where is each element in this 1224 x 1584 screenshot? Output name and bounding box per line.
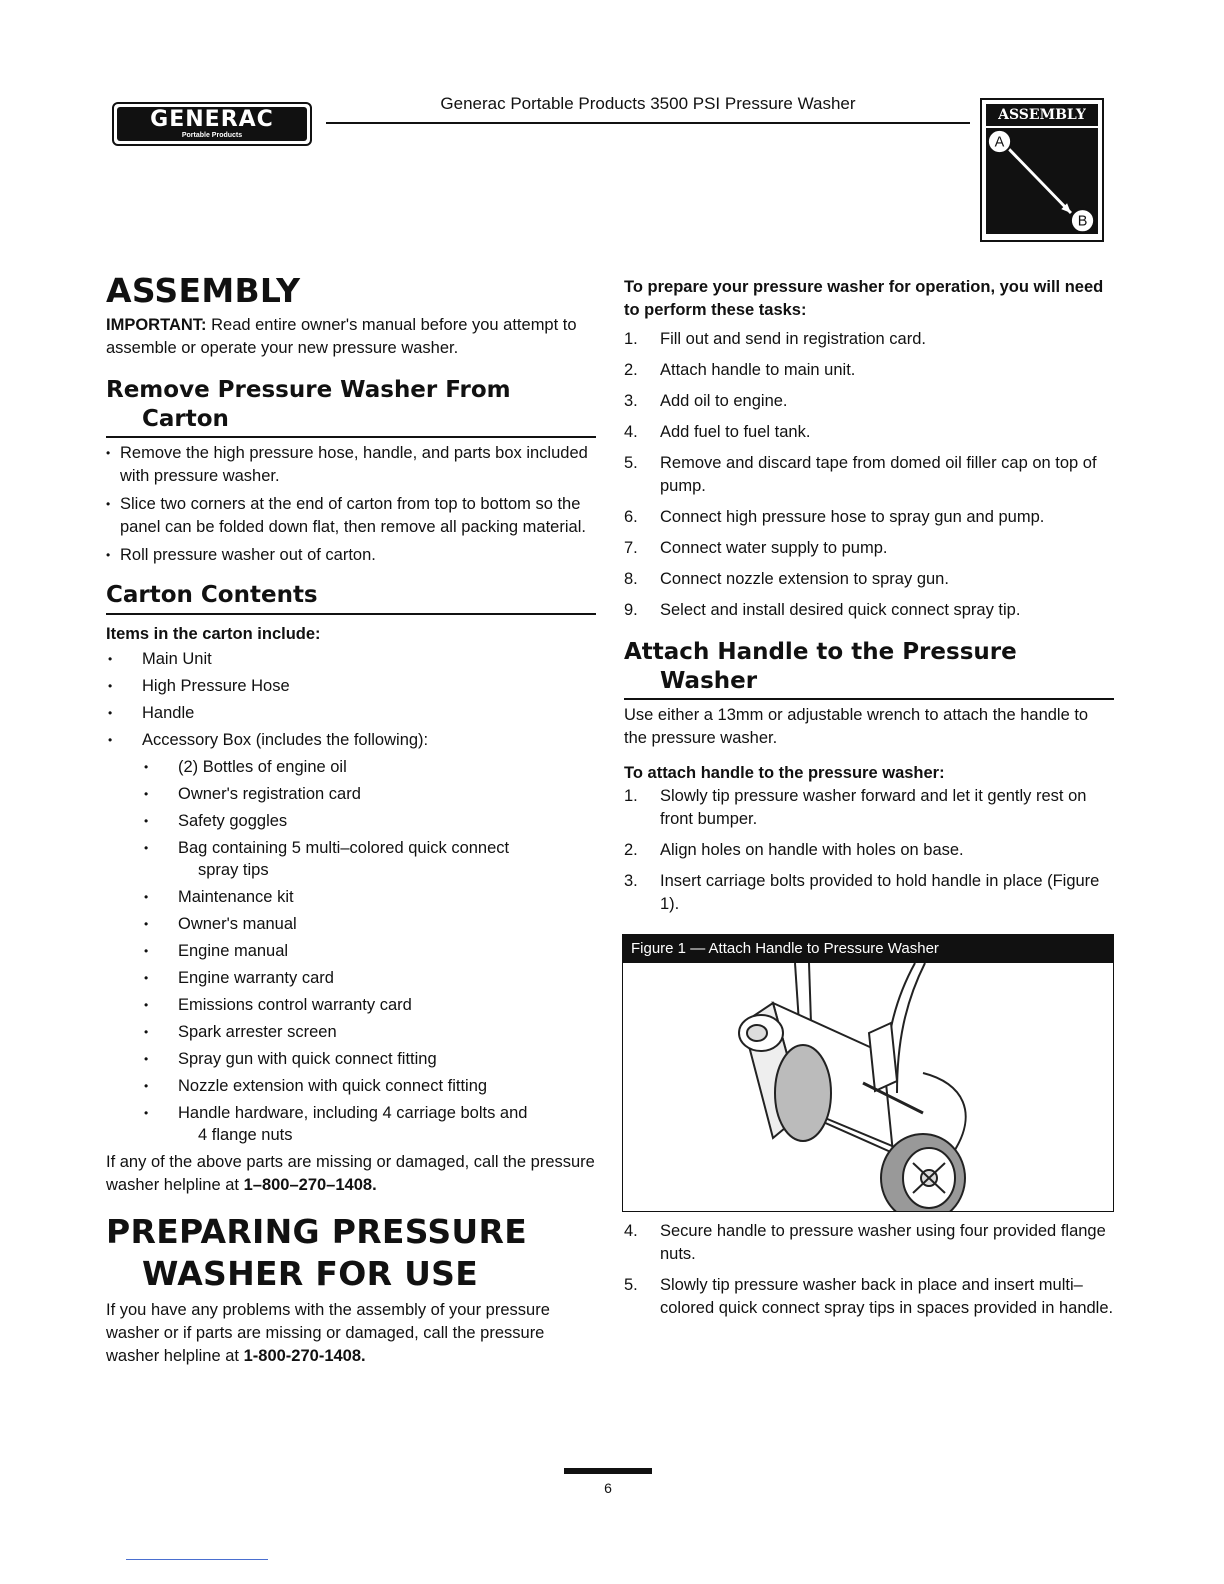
contents-item: • Main Unit (106, 648, 596, 670)
preparing-section (106, 1211, 596, 1368)
accessory-item (106, 886, 596, 908)
contents-lead: Items in the carton include: (106, 625, 321, 643)
attach-steps (624, 785, 1114, 916)
section-b-label: B (1077, 213, 1088, 230)
accessory-item-label: Emissions control warranty card (178, 996, 412, 1014)
right-column (624, 276, 1114, 924)
accessory-item-label: Handle hardware, including 4 carriage bolts and (178, 1104, 528, 1122)
prepare-lead: To prepare your pressure washer for operation, you will need to perform these tasks: (624, 278, 1104, 319)
step-item (624, 328, 1114, 351)
step-number: 2. (624, 841, 638, 859)
step-text: Insert carriage bolts provided to hold handle in place (Figure 1). (660, 872, 1100, 913)
accessory-item-label: Engine warranty card (178, 969, 334, 987)
accessory-item-label: (2) Bottles of engine oil (178, 758, 347, 776)
attach-section (624, 638, 1114, 916)
prepare-steps (624, 328, 1114, 622)
preparing-heading-line2: WASHER FOR USE (142, 1254, 479, 1293)
step-item (624, 599, 1114, 622)
step-text: Connect high pressure hose to spray gun and pump. (660, 508, 1045, 526)
step-item (624, 1274, 1114, 1320)
remove-heading-line1: Remove Pressure Washer From (106, 377, 511, 403)
contents-item: • High Pressure Hose (106, 675, 596, 697)
accessory-item (106, 967, 596, 989)
step-item (624, 839, 1114, 862)
step-number: 3. (624, 872, 638, 890)
step-text: Remove and discard tape from domed oil filler cap on top of pump. (660, 454, 1097, 495)
accessory-item-continuation: spray tips (198, 861, 269, 879)
step-text: Add oil to engine. (660, 392, 788, 410)
step-number: 8. (624, 570, 638, 588)
accessory-item-label: Bag containing 5 multi–colored quick connect (178, 839, 510, 857)
remove-bullet-item: • Slice two corners at the end of carton from top to bottom so the panel can be folded down flat, then remove all packing material. (106, 493, 596, 539)
contents-heading: Carton Contents (106, 582, 318, 608)
accessory-item (106, 1102, 596, 1146)
accessory-item (106, 1021, 596, 1043)
remove-rule (106, 436, 596, 438)
accessory-item (106, 837, 596, 881)
step-item (624, 359, 1114, 382)
step-item (624, 390, 1114, 413)
a-to-b-arrow-icon (986, 128, 1098, 234)
step-item (624, 785, 1114, 831)
accessory-item-continuation: 4 flange nuts (198, 1126, 293, 1144)
step-text: Slowly tip pressure washer forward and let it gently rest on front bumper. (660, 787, 1087, 828)
problems-note (106, 1299, 596, 1368)
step-text: Attach handle to main unit. (660, 361, 856, 379)
accessory-item-label: Owner's manual (178, 915, 297, 933)
step-number: 5. (624, 454, 638, 472)
attach-rule (624, 698, 1114, 700)
step-text: Fill out and send in registration card. (660, 330, 926, 348)
step-item (624, 506, 1114, 529)
missing-text: If any of the above parts are missing or damaged, call the pressure washer helpline at (106, 1153, 595, 1194)
header-title: Generac Portable Products 3500 PSI Pressure Washer (440, 94, 856, 113)
contents-rule (106, 613, 596, 615)
attach-steps-after (624, 1220, 1114, 1320)
step-number: 7. (624, 539, 638, 557)
problems-text: If you have any problems with the assembly of your pressure washer or if parts are missing or damaged, call the pressure washer helpline at (106, 1301, 550, 1365)
step-text: Connect nozzle extension to spray gun. (660, 570, 949, 588)
step-number: 2. (624, 361, 638, 379)
step-item (624, 421, 1114, 444)
section-badge (980, 98, 1104, 242)
step-item (624, 537, 1114, 560)
attach-heading-line1: Attach Handle to the Pressure (624, 639, 1017, 665)
attach-lead: To attach handle to the pressure washer: (624, 764, 945, 782)
step-text: Add fuel to fuel tank. (660, 423, 811, 441)
accessory-item-label: Safety goggles (178, 812, 288, 830)
attach-steps-continued (624, 1220, 1114, 1328)
step-number: 4. (624, 423, 638, 441)
attach-heading-line2: Washer (660, 668, 758, 694)
contents-section (106, 581, 596, 1146)
assembly-heading: ASSEMBLY (106, 271, 301, 310)
logo-wordmark: GENERAC (150, 107, 274, 132)
accessory-item-label: Spray gun with quick connect fitting (178, 1050, 437, 1068)
remove-bullet-item: • Remove the high pressure hose, handle, and parts box included with pressure washer. (106, 442, 596, 488)
important-text: Read entire owner's manual before you attempt to assemble or operate your new pressure washer. (106, 316, 577, 357)
page-bar (564, 1468, 652, 1474)
accessory-item-label: Nozzle extension with quick connect fitting (178, 1077, 488, 1095)
step-number: 1. (624, 787, 638, 805)
problems-phone: 1-800-270-1408. (243, 1347, 366, 1365)
accessory-item-label: Spark arrester screen (178, 1023, 337, 1041)
accessory-item-label: Engine manual (178, 942, 289, 960)
figure-1 (622, 934, 1114, 1212)
accessory-item-label: Owner's registration card (178, 785, 361, 803)
contents-items (106, 648, 596, 1146)
step-number: 6. (624, 508, 638, 526)
step-number: 4. (624, 1222, 638, 1240)
accessory-item-label: Maintenance kit (178, 888, 294, 906)
left-column (106, 270, 596, 1368)
accessory-item (106, 1075, 596, 1097)
logo-subtitle: Portable Products (181, 132, 243, 139)
accessory-item (106, 810, 596, 832)
remove-heading-line2: Carton (142, 406, 229, 432)
contents-item: • Handle (106, 702, 596, 724)
step-text: Secure handle to pressure washer using four provided flange nuts. (660, 1222, 1106, 1263)
page-number: 6 (604, 1480, 612, 1496)
step-number: 3. (624, 392, 638, 410)
generac-logo (112, 102, 312, 146)
accessory-item (106, 756, 596, 778)
remove-section (106, 376, 596, 567)
section-a-label: A (994, 134, 1005, 151)
step-text: Connect water supply to pump. (660, 539, 888, 557)
important-note (106, 314, 596, 360)
preparing-heading-line1: PREPARING PRESSURE (106, 1212, 528, 1251)
accessory-item (106, 783, 596, 805)
step-number: 5. (624, 1276, 638, 1294)
attach-intro: Use either a 13mm or adjustable wrench to attach the handle to the pressure washer. (624, 706, 1089, 747)
step-item (624, 452, 1114, 498)
step-item (624, 870, 1114, 916)
contents-item: • Accessory Box (includes the following): (106, 729, 596, 751)
link-underline (126, 1559, 268, 1560)
header-rule (326, 122, 970, 124)
handle-assembly-illustration (623, 963, 1113, 1211)
important-label: IMPORTANT: (106, 316, 207, 334)
step-number: 1. (624, 330, 638, 348)
accessory-item (106, 994, 596, 1016)
figure-caption: Figure 1 — Attach Handle to Pressure Washer (623, 935, 1113, 963)
accessory-item (106, 940, 596, 962)
section-tag: ASSEMBLY (986, 104, 1098, 126)
step-item (624, 568, 1114, 591)
accessory-item (106, 1048, 596, 1070)
helpline-phone: 1–800–270–1408. (243, 1176, 377, 1194)
step-text: Select and install desired quick connect spray tip. (660, 601, 1021, 619)
step-text: Slowly tip pressure washer back in place and insert multi–colored quick connect spray tips in spaces provided in handle. (660, 1276, 1114, 1317)
remove-bullet-item: • Roll pressure washer out of carton. (106, 544, 596, 567)
missing-parts-note (106, 1151, 596, 1197)
accessory-item (106, 913, 596, 935)
step-item (624, 1220, 1114, 1266)
step-text: Align holes on handle with holes on base. (660, 841, 964, 859)
step-number: 9. (624, 601, 638, 619)
remove-bullets (106, 442, 596, 567)
